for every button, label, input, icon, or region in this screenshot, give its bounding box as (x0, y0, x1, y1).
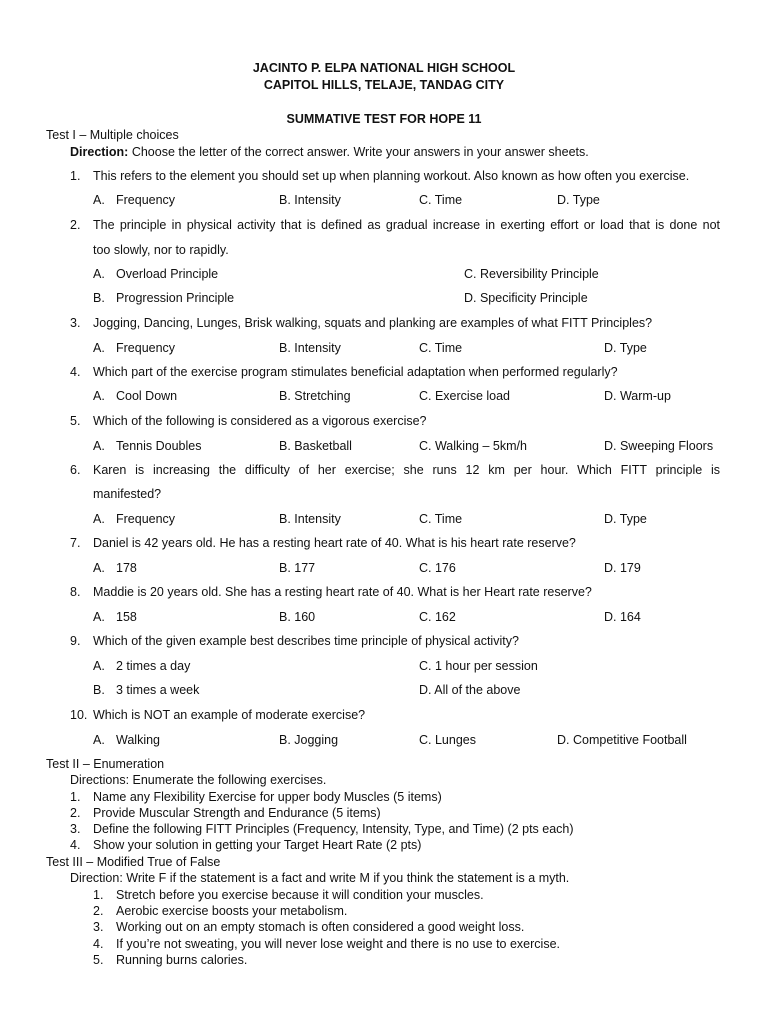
option-b: Progression Principle (116, 291, 235, 305)
enum-item: Show your solution in getting your Target Heart Rate (2 pts) (93, 838, 422, 852)
school-address: CAPITOL HILLS, TELAJE, TANDAG CITY (263, 78, 505, 92)
test-title: SUMMATIVE TEST FOR HOPE 11 (286, 112, 482, 126)
option-a: Frequency (116, 512, 176, 526)
option-c: C. Reversibility Principle (464, 267, 599, 281)
option-b: B. Intensity (279, 512, 341, 526)
tf-item: Stretch before you exercise because it will condition your muscles. (116, 888, 484, 902)
question-text: Jogging, Dancing, Lunges, Brisk walking, squats and planking are examples of what FITT Principles? (93, 316, 653, 330)
test3-direction: Direction: Write F if the statement is a fact and write M if you think the statement is a myth. (70, 871, 570, 885)
option-b: B. Intensity (279, 193, 341, 207)
question-text: Maddie is 20 years old. She has a resting heart rate of 40. What is her Heart rate reserve? (93, 585, 592, 599)
question-number: 10. (70, 708, 88, 722)
option-letter: A. (93, 439, 105, 453)
question-text-line1: The principle in physical activity that is defined as gradual increase in exerting effort or load that is done not (93, 218, 720, 232)
option-c: C. Time (419, 341, 463, 355)
question-number: 3. (70, 316, 81, 330)
option-d: D. Warm-up (604, 389, 671, 403)
enum-number: 4. (70, 838, 81, 852)
question-text: Daniel is 42 years old. He has a resting heart rate of 40. What is his heart rate reserve? (93, 536, 576, 550)
option-letter: A. (93, 733, 105, 747)
option-a: Frequency (116, 193, 176, 207)
option-letter: A. (93, 389, 105, 403)
option-b: B. Stretching (279, 389, 351, 403)
tf-number: 3. (93, 920, 104, 934)
option-c: C. 176 (419, 561, 456, 575)
option-d: D. Type (557, 193, 600, 207)
question-text: Which part of the exercise program stimulates beneficial adaptation when performed regularly? (93, 365, 618, 379)
question-text-line2: too slowly, nor to rapidly. (93, 243, 229, 257)
question-text-line2: manifested? (93, 487, 162, 501)
option-b: B. 177 (279, 561, 316, 575)
tf-item: If you’re not sweating, you will never lose weight and there is no use to exercise. (116, 937, 560, 951)
question-text: Which is NOT an example of moderate exercise? (93, 708, 366, 722)
enum-number: 2. (70, 806, 81, 820)
question-text: Which of the following is considered as a vigorous exercise? (93, 414, 427, 428)
option-d: D. Specificity Principle (464, 291, 588, 305)
option-letter: A. (93, 512, 105, 526)
tf-number: 4. (93, 937, 104, 951)
option-c: C. Time (419, 193, 463, 207)
option-letter: B. (93, 683, 105, 697)
option-letter: A. (93, 610, 105, 624)
option-a: 158 (116, 610, 137, 624)
option-b: 3 times a week (116, 683, 200, 697)
option-letter: A. (93, 341, 105, 355)
option-a: Tennis Doubles (116, 439, 202, 453)
question-number: 5. (70, 414, 81, 428)
option-d: D. Competitive Football (557, 733, 687, 747)
option-a: Overload Principle (116, 267, 219, 281)
option-a: 2 times a day (116, 659, 191, 673)
tf-item: Running burns calories. (116, 953, 248, 967)
option-c: C. Exercise load (419, 389, 511, 403)
enum-item: Provide Muscular Strength and Endurance (5 items) (93, 806, 381, 820)
option-b: B. Intensity (279, 341, 341, 355)
option-a: Frequency (116, 341, 176, 355)
enum-item: Define the following FITT Principles (Frequency, Intensity, Type, and Time) (2 pts each) (93, 822, 574, 836)
option-letter: A. (93, 561, 105, 575)
option-d: D. 164 (604, 610, 641, 624)
question-number: 1. (70, 169, 81, 183)
option-c: C. 162 (419, 610, 456, 624)
option-c: C. 1 hour per session (419, 659, 538, 673)
test1-direction (70, 145, 589, 159)
question-text: Which of the given example best describes time principle of physical activity? (93, 634, 519, 648)
tf-number: 2. (93, 904, 104, 918)
option-letter: A. (93, 193, 105, 207)
tf-number: 1. (93, 888, 104, 902)
test2-heading: Test II – Enumeration (46, 757, 165, 771)
option-d: D. Type (604, 341, 647, 355)
enum-number: 1. (70, 790, 81, 804)
option-d: D. 179 (604, 561, 641, 575)
option-letter: A. (93, 267, 105, 281)
option-a: Cool Down (116, 389, 178, 403)
option-d: D. All of the above (419, 683, 521, 697)
question-text: This refers to the element you should set up when planning workout. Also known as how often you exercise. (93, 169, 690, 183)
tf-number: 5. (93, 953, 104, 967)
question-text-line1: Karen is increasing the difficulty of her exercise; she runs 12 km per hour. Which FITT principle is (93, 463, 720, 477)
school-name: JACINTO P. ELPA NATIONAL HIGH SCHOOL (252, 61, 516, 75)
tf-item: Aerobic exercise boosts your metabolism. (116, 904, 348, 918)
option-letter: A. (93, 659, 105, 673)
question-number: 9. (70, 634, 81, 648)
option-b: B. Jogging (279, 733, 339, 747)
test1-heading: Test I – Multiple choices (46, 128, 179, 142)
question-number: 7. (70, 536, 81, 550)
option-letter: B. (93, 291, 105, 305)
option-a: Walking (116, 733, 160, 747)
direction-text: Choose the letter of the correct answer. Write your answers in your answer sheets. (128, 145, 589, 159)
option-a: 178 (116, 561, 137, 575)
option-d: D. Type (604, 512, 647, 526)
direction-label: Direction: (70, 145, 129, 159)
enum-number: 3. (70, 822, 81, 836)
question-number: 2. (70, 218, 81, 232)
option-b: B. Basketball (279, 439, 352, 453)
tf-item: Working out on an empty stomach is often considered a good weight loss. (116, 920, 525, 934)
test3-heading: Test III – Modified True of False (46, 855, 221, 869)
option-d: D. Sweeping Floors (604, 439, 714, 453)
option-b: B. 160 (279, 610, 316, 624)
question-number: 6. (70, 463, 81, 477)
option-c: C. Time (419, 512, 463, 526)
question-number: 8. (70, 585, 81, 599)
enum-item: Name any Flexibility Exercise for upper body Muscles (5 items) (93, 790, 442, 804)
test2-direction: Directions: Enumerate the following exercises. (70, 773, 327, 787)
option-c: C. Walking – 5km/h (419, 439, 527, 453)
question-number: 4. (70, 365, 81, 379)
option-c: C. Lunges (419, 733, 476, 747)
